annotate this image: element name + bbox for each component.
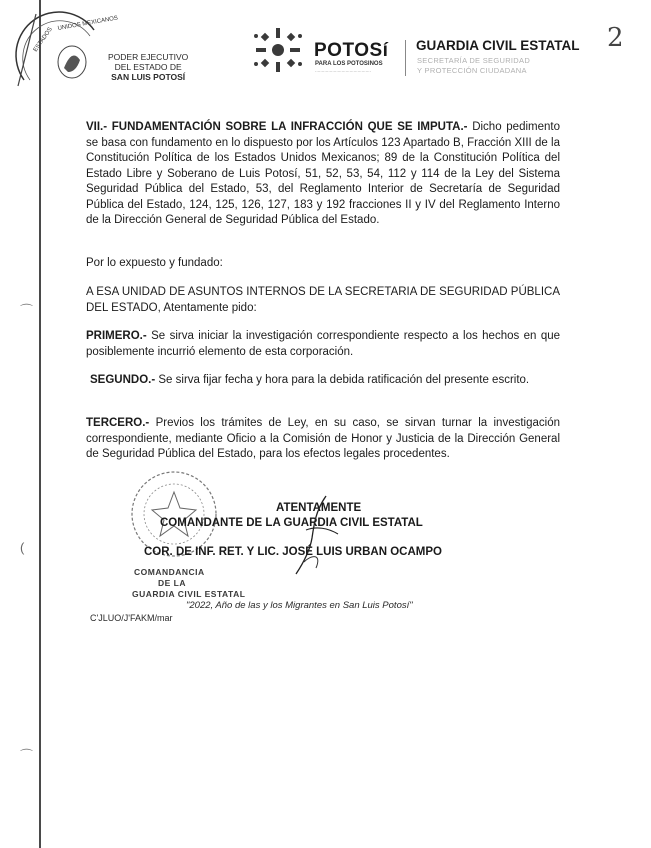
scan-margin-line [39,0,41,848]
stamp-text: GUARDIA CIVIL ESTATAL [132,589,246,599]
closing-attentamente: ATENTAMENTE [276,502,362,514]
gov-line: PODER EJECUTIVO [108,52,189,62]
tercero-paragraph [86,416,560,463]
brand-tagline: PARA LOS POTOSINOS [315,61,383,67]
segundo-text: Se sirva fijar fecha y hora para la debida ratificación del presente escrito. [158,374,530,386]
handwritten-signature [286,490,346,580]
state-seal-icon [14,10,119,90]
svg-text:UNIDOS MEXICANOS: UNIDOS MEXICANOS [57,15,119,32]
gov-line: SAN LUIS POTOSÍ [111,72,186,82]
stamp-text: COMANDANCIA [134,567,205,577]
margin-mark: ⌒ [20,303,34,318]
section-heading: VII.- FUNDAMENTACIÓN SOBRE LA INFRACCIÓN QUE SE IMPUTA.- [86,121,468,133]
signer-position: COMANDANTE DE LA GUARDIA CIVIL ESTATAL [160,517,423,529]
brand-fineprint: ·········································· [315,69,371,74]
agency-subtitle [417,56,530,76]
margin-mark: ( [20,540,25,555]
header-divider [405,40,406,76]
handwritten-page-number [605,22,631,52]
agency-subtitle-line: SECRETARÍA DE SEGURIDAD [417,56,531,65]
svg-text:2: 2 [607,23,624,53]
agency-subtitle-line: Y PROTECCIÓN CIUDADANA [417,66,527,75]
margin-mark: ⌒ [20,748,34,763]
section-text: Dicho pedimento se basa con fundamento en lo dispuesto por los Artículos 123 Apartado B, Fracción XIII de la Constitución Política de los Estados Unidos Mexicanos; 89 de la Constitución Política del Estado Libre y Soberano de Luis Potosí, 51, 52, 53, 54, 112 y 114 de la Ley del Sistema Seguridad Pública del Estado, 53, del Reglamento Interior de Secretaría de Seguridad Pública del Estado, 124, 125, 126, 127, 183 y 192 fracciones II y IV del Reglamento Interno de la Dirección General de Seguridad Pública del Estado. [86,121,560,226]
primero-text: Se sirva iniciar la investigación correspondiente respecto a los hechos en que posiblemente incurrió elemento de esta corporación. [86,330,561,358]
addressee-paragraph: A ESA UNIDAD DE ASUNTOS INTERNOS DE LA SECRETARIA DE SEGURIDAD PÚBLICA DEL ESTADO, Atentamente pido: [86,286,560,314]
potosi-emblem-icon [248,24,308,76]
svg-text:ESTADOS: ESTADOS [32,26,54,54]
signer-name: COR. DE INF. RET. Y LIC. JOSÉ LUIS URBAN OCAMPO [144,546,442,558]
segundo-paragraph [90,373,560,389]
primero-label: PRIMERO.- [86,330,147,342]
reference-initials: C'JLUO/J'FAKM/mar [90,613,173,623]
tercero-label: TERCERO.- [86,417,150,429]
stamp-text: DE LA [158,578,186,588]
year-motto: "2022, Año de las y los Migrantes en San Luis Potosí" [186,600,413,611]
fundamentacion-paragraph [86,120,560,229]
agency-title: GUARDIA CIVIL ESTATAL [416,38,580,53]
brand-wordmark: POTOSí [314,40,389,61]
tercero-text: Previos los trámites de Ley, en su caso, se sirvan turnar la investigación correspondiente, mediante Oficio a la Comisión de Honor y Justicia de la Dirección General de Seguridad Pública del Estado, para los efectos legales procedentes. [86,417,560,460]
expuesto-line: Por lo expuesto y fundado: [86,257,223,269]
primero-paragraph [86,329,560,360]
gov-line: DEL ESTADO DE [114,62,182,72]
segundo-label: SEGUNDO.- [90,374,156,386]
government-heading [108,52,188,82]
